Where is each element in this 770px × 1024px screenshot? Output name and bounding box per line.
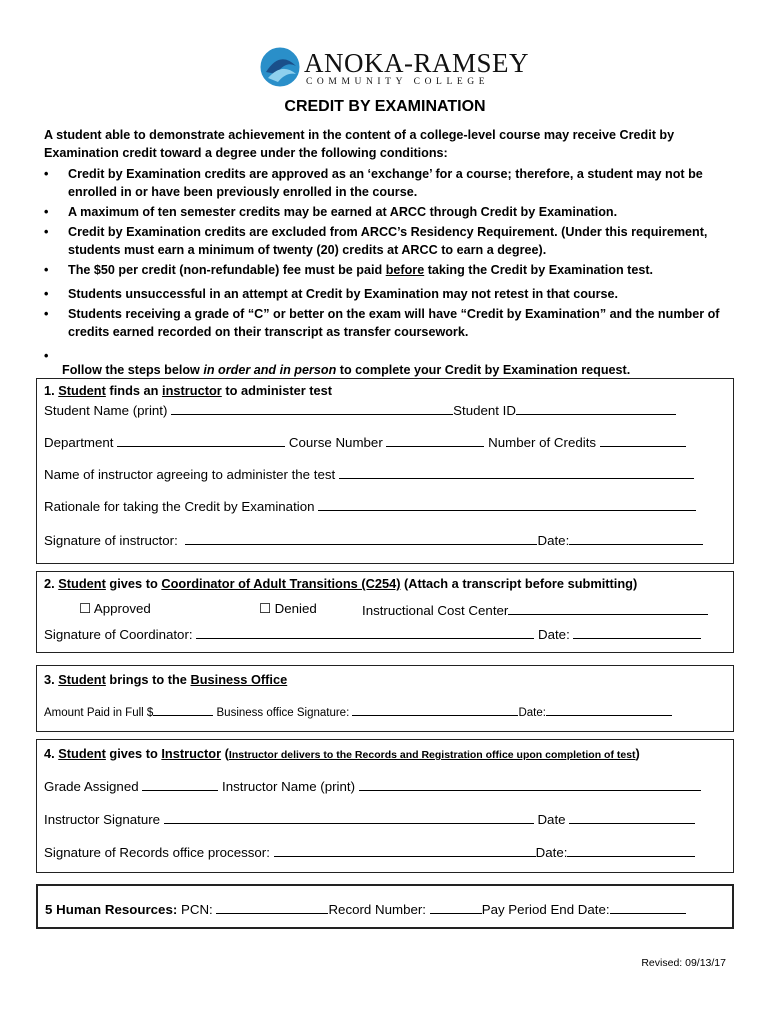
- conditions-list: • Credit by Examination credits are approved as an ‘exchange’ for a course; therefore, a student may not be enrolled in or have been previously enrolled in the course. • A maximum of ten semester credits may be earned at ARCC through Credit by Examination. • Credit by Examination credits are excluded from ARCC’s Residency Requirement. (Under this requirement, students must earn a minimum of twenty (20) credits at ARCC to earn a degree). • The $50 per credit (non-refundable) fee must be paid before taking the Credit by Examination test. • Students unsuccessful in an attempt at Credit by Examination may not retest in that course. • Students receiving a grade of “C” or better on the exam will have “Credit by Examination” and the number of credits earned recorded on their transcript as transfer coursework. •: [44, 165, 734, 347]
- date-field[interactable]: [569, 531, 703, 545]
- list-item: • A maximum of ten semester credits may be earned at ARCC through Credit by Examination.: [44, 205, 618, 219]
- steps-instruction: Follow the steps below in order and in person to complete your Credit by Examination request.: [62, 363, 631, 377]
- logo-subtitle: COMMUNITY COLLEGE: [306, 77, 490, 87]
- instructor-name-label: Instructor Name (print): [222, 779, 356, 794]
- student-id-field[interactable]: [516, 401, 676, 415]
- cost-center-field[interactable]: [508, 601, 708, 615]
- instructor-name-field[interactable]: [339, 465, 694, 479]
- college-emblem-icon: [258, 44, 302, 90]
- page-title: CREDIT BY EXAMINATION: [284, 98, 486, 115]
- section-2-box: [36, 571, 734, 653]
- college-logo: [258, 44, 530, 92]
- list-item: • Students receiving a grade of “C” or better on the exam will have “Credit by Examination” and the number of credits earned recorded on their transcript as transfer coursework.: [44, 307, 720, 339]
- records-signature-field[interactable]: [274, 843, 536, 857]
- cost-center-label: Instructional Cost Center: [362, 603, 509, 618]
- intro-text: A student able to demonstrate achievement in the content of a college-level course may receive Credit by Examination credit toward a degree under the following conditions:: [44, 128, 675, 160]
- revised-date: Revised: 09/13/17: [641, 957, 726, 969]
- pay-period-field[interactable]: [610, 900, 686, 914]
- section-3-box: [36, 665, 734, 732]
- date-label: Date: [537, 812, 566, 827]
- amount-paid-field[interactable]: [153, 704, 213, 716]
- student-name-field[interactable]: [171, 401, 453, 415]
- business-signature-label: Business office Signature:: [216, 707, 350, 719]
- record-number-label: Record Number:: [328, 902, 426, 917]
- grade-field[interactable]: [142, 777, 218, 791]
- department-label: Department: [44, 435, 114, 450]
- denied-checkbox[interactable]: ☐ Denied: [259, 601, 317, 616]
- date-field[interactable]: [569, 810, 695, 824]
- list-item: • Students unsuccessful in an attempt at Credit by Examination may not retest in that course.: [44, 287, 619, 301]
- section-5-box: [36, 884, 734, 929]
- list-item: • Credit by Examination credits are approved as an ‘exchange’ for a course; therefore, a student may not be enrolled in or have been previously enrolled in the course.: [44, 167, 703, 199]
- approved-checkbox[interactable]: ☐ Approved: [79, 601, 151, 616]
- date-field[interactable]: [573, 625, 701, 639]
- section-3-heading: 3. Student brings to the Business Office: [44, 672, 288, 687]
- coordinator-signature-field[interactable]: [196, 625, 534, 639]
- section-5-heading: 5 Human Resources:: [45, 902, 178, 917]
- amount-paid-label: Amount Paid in Full $: [44, 707, 154, 719]
- date-field[interactable]: [546, 704, 672, 716]
- student-name-label: Student Name (print): [44, 403, 168, 418]
- grade-label: Grade Assigned: [44, 779, 139, 794]
- record-number-field[interactable]: [430, 900, 482, 914]
- instructor-signature-label: Signature of instructor:: [44, 533, 178, 548]
- credits-label: Number of Credits: [488, 435, 597, 450]
- pay-period-label: Pay Period End Date:: [481, 902, 610, 917]
- rationale-label: Rationale for taking the Credit by Examination: [44, 499, 315, 514]
- logo-name: ANOKA-RAMSEY: [304, 48, 530, 78]
- rationale-field[interactable]: [318, 497, 696, 511]
- list-item: • Credit by Examination credits are excluded from ARCC’s Residency Requirement. (Under this requirement, students must earn a minimum of twenty (20) credits at ARCC to earn a degree).: [44, 225, 708, 257]
- date-field[interactable]: [567, 843, 695, 857]
- date-label: Date:: [518, 707, 546, 719]
- instructor-signature-field[interactable]: [185, 531, 537, 545]
- course-number-field[interactable]: [386, 433, 484, 447]
- section-4-box: [36, 739, 734, 873]
- section-2-heading: 2. Student gives to Coordinator of Adult Transitions (C254) (Attach a transcript before submitting): [44, 576, 638, 591]
- pcn-field[interactable]: [216, 900, 328, 914]
- date-label: Date:: [537, 533, 570, 548]
- course-number-label: Course Number: [288, 435, 383, 450]
- instructor-name-field[interactable]: [359, 777, 701, 791]
- credits-field[interactable]: [600, 433, 686, 447]
- list-item: • The $50 per credit (non-refundable) fee must be paid before taking the Credit by Examination test.: [44, 263, 654, 277]
- coordinator-signature-label: Signature of Coordinator:: [44, 627, 193, 642]
- section-4-heading: 4. Student gives to Instructor (Instructor delivers to the Records and Registration office upon completion of test): [44, 746, 640, 761]
- instructor-signature-label: Instructor Signature: [44, 812, 161, 827]
- section-1-heading: 1. Student finds an instructor to administer test: [44, 383, 332, 398]
- date-label: Date:: [537, 627, 570, 642]
- records-signature-label: Signature of Records office processor:: [44, 845, 270, 860]
- department-field[interactable]: [117, 433, 285, 447]
- date-label: Date:: [535, 845, 568, 860]
- section-1-box: [36, 378, 734, 564]
- instructor-name-label: Name of instructor agreeing to administer the test: [44, 467, 336, 482]
- business-signature-field[interactable]: [352, 704, 518, 716]
- pcn-label: PCN:: [177, 902, 213, 917]
- instructor-signature-field[interactable]: [164, 810, 534, 824]
- student-id-label: Student ID: [453, 403, 516, 418]
